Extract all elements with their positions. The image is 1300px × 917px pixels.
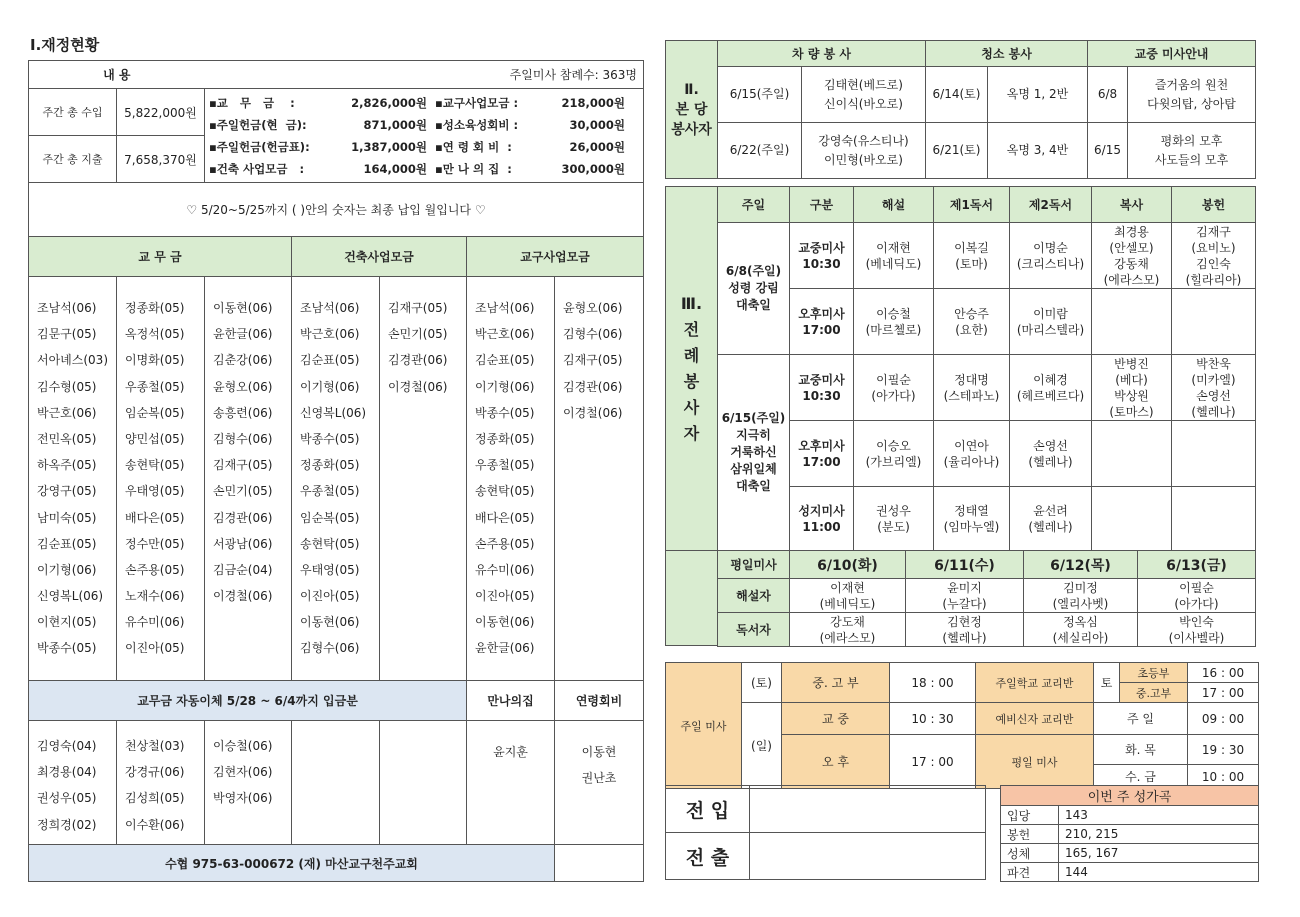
- weekday-table: [717, 550, 1256, 647]
- donor-name: 김순표(05): [37, 536, 97, 551]
- cat-time: 09 : 00: [1188, 703, 1259, 735]
- liturgy-cell: 이혜경 (헤르베르다): [1010, 355, 1092, 421]
- day-label: 6/8(주일) 성령 강림 대축일: [718, 223, 790, 355]
- item-label: ▪만 나 의 집 :: [435, 161, 512, 176]
- reader: 김현정 (헬레나): [906, 613, 1024, 647]
- donor-name: 이경철(06): [213, 589, 273, 604]
- day-label: 6/15(주일) 지극히 거룩하신 삼위일체 대축일: [718, 355, 790, 551]
- donor-column: [555, 277, 644, 681]
- donor-name: 이경철(06): [388, 379, 448, 394]
- donor-name: 조남석(06): [37, 301, 97, 315]
- car-service: 강영숙(유스티나) 이민형(바오로): [802, 123, 926, 179]
- donor-name: 하옥주(05): [37, 458, 97, 473]
- service-table: [665, 40, 1256, 179]
- donor-name: 정종화(05): [475, 431, 535, 446]
- elem: 초등부: [1120, 663, 1188, 683]
- lit-head-reading2: 제2독서: [1010, 187, 1092, 223]
- lit-head-day: 주일: [718, 187, 790, 223]
- reader: 정옥심 (세실리아): [1024, 613, 1138, 647]
- liturgy-cell: [1092, 289, 1172, 355]
- donor-column: [467, 277, 555, 681]
- hymn-number: 144: [1059, 863, 1259, 882]
- donor-name: 이기형(06): [300, 379, 360, 394]
- liturgy-cell: 안승주 (요한): [934, 289, 1010, 355]
- mission-info: 즐거움의 원천 다윗의탑, 상아탑: [1128, 67, 1256, 123]
- manna-column: [467, 721, 555, 845]
- mid-time: 17 : 00: [1188, 683, 1259, 703]
- hymn-label: 파견: [1001, 863, 1059, 882]
- item-label: ▪교구사업모금 :: [435, 95, 519, 110]
- donor-column: [292, 277, 380, 681]
- donor-name: 정수만(05): [125, 536, 185, 551]
- donor-name: 이동현(06): [213, 301, 273, 315]
- donor-name: 김수형(05): [37, 379, 97, 394]
- donor-name: 김경관(06): [388, 353, 448, 368]
- weekday-mass: 평일 미사: [976, 735, 1094, 789]
- donor-column: [29, 277, 117, 681]
- mass-oh-time: 17 : 00: [890, 735, 976, 789]
- liturgy-cell: 이재현 (베네딕도): [854, 223, 934, 289]
- transfer-in: 전 입: [666, 786, 750, 833]
- weekday-date: 6/11(수): [906, 551, 1024, 579]
- mass-label: 주일 미사: [666, 663, 742, 789]
- donor-name: 손민기(05): [388, 327, 448, 342]
- mission-date: 6/8: [1088, 67, 1128, 123]
- reader: 박인숙 (이사벨라): [1138, 613, 1256, 647]
- mass-kind: 오후미사 17:00: [790, 421, 854, 487]
- donor-name: 윤한글(06): [475, 641, 535, 656]
- liturgy-cell: 정태열 (임마누엘): [934, 487, 1010, 551]
- donor-name: 김재구(05): [213, 458, 273, 473]
- commentator: 김미정 (엘리사벳): [1024, 579, 1138, 613]
- hymn-number: 165, 167: [1059, 844, 1259, 863]
- donor-name: 손주용(05): [475, 536, 535, 551]
- weekday-date: 6/13(금): [1138, 551, 1256, 579]
- donor-name: 손민기(05): [213, 484, 273, 499]
- liturgy-cell: 윤선려 (헬레나): [1010, 487, 1092, 551]
- donor-name: 김형수(06): [300, 641, 360, 656]
- donor-name: 남미숙(05): [37, 510, 97, 525]
- item-label: ▪건축 사업모금 :: [209, 161, 305, 176]
- donor-name: 윤한글(06): [213, 327, 273, 342]
- manna-name: 윤지훈: [493, 745, 528, 759]
- liturgy-cell: 이연아 (율리아나): [934, 421, 1010, 487]
- item-label: ▪성소육성회비 :: [435, 117, 519, 132]
- lit-head-reading1: 제1독서: [934, 187, 1010, 223]
- donor-name: 우태영(05): [125, 484, 185, 499]
- wd2-time: 10 : 00: [1188, 765, 1259, 789]
- liturgy-cell: [1172, 421, 1256, 487]
- liturgy-cell: 이필순 (아가다): [854, 355, 934, 421]
- donor-name: 신영복L(06): [37, 589, 104, 604]
- liturgy-cell: 최경용 (안셀모) 강동채 (에라스모): [1092, 223, 1172, 289]
- auto-name: 박영자(06): [213, 791, 273, 806]
- hymn-number: 143: [1059, 806, 1259, 825]
- liturgy-side: Ⅲ. 전 례 봉 사 자: [666, 187, 718, 551]
- donor-name: 이현지(05): [37, 615, 97, 630]
- hymn-title: 이번 주 성가곡: [1001, 786, 1259, 806]
- mass-jg: 중. 고 부: [782, 663, 890, 703]
- donor-name: 손주용(05): [125, 562, 185, 577]
- liturgy-cell: [1092, 421, 1172, 487]
- mass-oh: 오 후: [782, 735, 890, 789]
- auto-column: [205, 721, 292, 845]
- car-service: 김태현(베드로) 신이식(바오로): [802, 67, 926, 123]
- auto-name: 김현자(06): [213, 765, 273, 780]
- mission-info: 평화의 모후 사도들의 모후: [1128, 123, 1256, 179]
- donor-name: 김경관(06): [213, 510, 273, 525]
- auto-name: 권성우(05): [37, 791, 97, 806]
- mass-sun: (일): [742, 703, 782, 789]
- weekday-date: 6/10(화): [790, 551, 906, 579]
- donor-name: 우종철(05): [475, 458, 535, 473]
- transfer-out: 전 출: [666, 833, 750, 880]
- donor-name: 박근호(06): [300, 327, 360, 342]
- account: 수협 975-63-000672 (재) 마산교구천주교회: [29, 845, 555, 882]
- weekday-date: 6/12(목): [1024, 551, 1138, 579]
- lit-head-comment: 해설: [854, 187, 934, 223]
- donor-name: 이경철(06): [563, 405, 623, 420]
- commentator: 윤미지 (누갈다): [906, 579, 1024, 613]
- donor-name: 유수미(06): [475, 562, 535, 577]
- donor-name: 박근호(06): [37, 405, 97, 420]
- wd1-time: 19 : 30: [1188, 735, 1259, 765]
- donor-name: 우종철(05): [300, 484, 360, 499]
- donor-name: 신영복L(06): [300, 405, 367, 420]
- donor-name: 전민옥(05): [37, 431, 97, 446]
- donor-name: 배다은(05): [475, 510, 535, 525]
- yeonryeong-name: 이동현: [581, 745, 617, 759]
- clean-date: 6/14(토): [926, 67, 988, 123]
- commentator: 이필순 (아가다): [1138, 579, 1256, 613]
- donor-name: 김순표(05): [475, 353, 535, 368]
- mission-title: 교중 미사안내: [1088, 41, 1256, 67]
- item-value: 300,000원: [561, 161, 625, 176]
- mass-gj-time: 10 : 30: [890, 703, 976, 735]
- item-label: ▪주일헌금(헌금표):: [209, 139, 310, 154]
- wd2: 수. 금: [1094, 765, 1188, 789]
- expense-value: 7,658,370원: [117, 136, 205, 183]
- item-value: 164,000원: [363, 161, 427, 176]
- header-gyomu: 교 무 금: [29, 237, 292, 277]
- elem-time: 16 : 00: [1188, 663, 1259, 683]
- donor-name: 노재수(06): [125, 589, 185, 604]
- mass-gj: 교 중: [782, 703, 890, 735]
- header-building: 건축사업모금: [292, 237, 467, 277]
- donor-name: 이동현(06): [300, 615, 360, 630]
- mid: 중.고부: [1120, 683, 1188, 703]
- cat-day: 주 일: [1094, 703, 1188, 735]
- donor-name: 송현탁(05): [125, 458, 185, 473]
- item-label: ▪교 무 금 :: [209, 95, 295, 110]
- auto-name: 최경용(04): [37, 765, 97, 780]
- attendance: 주일미사 참례수: 363명: [205, 61, 644, 89]
- donor-name: 윤형오(06): [213, 379, 273, 394]
- auto-name: 김영숙(04): [37, 739, 97, 753]
- donor-name: 김문구(05): [37, 327, 97, 342]
- liturgy-cell: 이명순 (크리스티나): [1010, 223, 1092, 289]
- donor-name: 이동현(06): [475, 615, 535, 630]
- donor-name: 조남석(06): [475, 301, 535, 315]
- donor-name: 박종수(05): [37, 641, 97, 656]
- auto-name: 정희경(02): [37, 817, 97, 832]
- hymn-number: 210, 215: [1059, 825, 1259, 844]
- hymn-label: 성체: [1001, 844, 1059, 863]
- item-value: 2,826,000원: [351, 95, 427, 110]
- donor-name: 김재구(05): [563, 353, 623, 368]
- income-value: 5,822,000원: [117, 89, 205, 136]
- donor-name: 김경관(06): [563, 379, 623, 394]
- mass-sat: (토): [742, 663, 782, 703]
- donor-name: 서아녜스(03): [37, 353, 109, 368]
- donor-column: [380, 277, 467, 681]
- donor-name: 김순표(05): [300, 353, 360, 368]
- donor-name: 윤형오(06): [563, 301, 623, 315]
- hymn-label: 봉헌: [1001, 825, 1059, 844]
- donor-name: 우종철(05): [125, 379, 185, 394]
- notice: ♡ 5/20~5/25까지 ( )안의 숫자는 최종 납입 월입니다 ♡: [29, 183, 644, 237]
- service-date: 6/22(주일): [718, 123, 802, 179]
- clean-date: 6/21(토): [926, 123, 988, 179]
- item-label: ▪주일헌금(현 금):: [209, 117, 307, 132]
- liturgy-cell: [1172, 487, 1256, 551]
- donor-name: 옥정석(05): [125, 327, 185, 342]
- donor-name: 김금순(04): [213, 562, 273, 577]
- car-title: 차 량 봉 사: [718, 41, 926, 67]
- liturgy-table: [665, 186, 1256, 551]
- income-label: 주간 총 수입: [29, 89, 117, 136]
- auto-column: [117, 721, 205, 845]
- hymn-label: 입당: [1001, 806, 1059, 825]
- auto-name: 천상철(03): [125, 739, 185, 753]
- liturgy-cell: 정대명 (스테파노): [934, 355, 1010, 421]
- auto-name: 이승철(06): [213, 739, 273, 753]
- lit-head-offering: 봉헌: [1172, 187, 1256, 223]
- donor-name: 정종화(05): [300, 458, 360, 473]
- item-value: 1,387,000원: [351, 139, 427, 154]
- donor-column: [205, 277, 292, 681]
- donor-name: 양민섭(05): [125, 431, 185, 446]
- donor-name: 배다은(05): [125, 510, 185, 525]
- donor-name: 정종화(05): [125, 301, 185, 315]
- item-value: 218,000원: [561, 95, 625, 110]
- clean-service: 옥명 3, 4반: [988, 123, 1088, 179]
- item-value: 30,000원: [569, 117, 625, 132]
- auto-name: 이수환(06): [125, 817, 185, 832]
- clean-title: 청소 봉사: [926, 41, 1088, 67]
- donor-name: 강영구(05): [37, 484, 97, 499]
- auto-name: 강경규(06): [125, 765, 185, 780]
- liturgy-cell: 반병진 (베다) 박상원 (토마스): [1092, 355, 1172, 421]
- finance-items: [209, 92, 639, 180]
- reader: 강도채 (에라스모): [790, 613, 906, 647]
- donor-name: 유수미(06): [125, 615, 185, 630]
- donor-name: 조남석(06): [300, 301, 360, 315]
- auto-name: 김성희(05): [125, 791, 185, 806]
- liturgy-cell: 박찬욱 (미카엘) 손영선 (헬레나): [1172, 355, 1256, 421]
- donor-name: 박종수(05): [475, 405, 535, 420]
- mass-kind: 성지미사 11:00: [790, 487, 854, 551]
- donor-name: 이기형(06): [475, 379, 535, 394]
- liturgy-cell: 손영선 (헬레나): [1010, 421, 1092, 487]
- section-title: Ⅰ.재정현황: [30, 36, 100, 54]
- mission-date: 6/15: [1088, 123, 1128, 179]
- donor-name: 이진아(05): [475, 589, 535, 604]
- sunday-school: 주일학교 교리반: [976, 663, 1094, 703]
- mass-kind: 교중미사 10:30: [790, 223, 854, 289]
- service-date: 6/15(주일): [718, 67, 802, 123]
- donor-name: 이진아(05): [300, 589, 360, 604]
- donor-name: 임순복(05): [300, 510, 360, 525]
- donor-name: 박근호(06): [475, 327, 535, 342]
- catechumen: 예비신자 교리반: [976, 703, 1094, 735]
- header-diocese: 교구사업모금: [467, 237, 644, 277]
- mass-kind: 오후미사 17:00: [790, 289, 854, 355]
- service-side: Ⅱ. 본 당 봉사자: [666, 41, 718, 179]
- liturgy-cell: 이승오 (가브리엘): [854, 421, 934, 487]
- liturgy-cell: 이복길 (토마): [934, 223, 1010, 289]
- donor-column: [117, 277, 205, 681]
- donor-name: 임순복(05): [125, 405, 185, 420]
- donor-name: 서광남(06): [213, 536, 273, 551]
- transfer-table: [665, 785, 986, 880]
- mass-times-table: [665, 662, 1259, 789]
- donor-name: 이진아(05): [125, 641, 185, 656]
- donor-name: 우태영(05): [300, 562, 360, 577]
- mass-to: 토: [1094, 663, 1120, 703]
- donor-name: 김재구(05): [388, 301, 448, 315]
- lit-head-kind: 구분: [790, 187, 854, 223]
- liturgy-cell: 권성우 (분도): [854, 487, 934, 551]
- donor-name: 송흥련(06): [213, 405, 273, 420]
- liturgy-cell: [1092, 487, 1172, 551]
- manna-label: 만나의집: [467, 681, 555, 721]
- liturgy-cell: 이승철 (마르첼로): [854, 289, 934, 355]
- reader-label: 독서자: [718, 613, 790, 647]
- yeonryeong-label: 연령회비: [555, 681, 644, 721]
- auto-column: [380, 721, 467, 845]
- mass-jg-time: 18 : 00: [890, 663, 976, 703]
- mass-kind: 교중미사 10:30: [790, 355, 854, 421]
- item-value: 871,000원: [363, 117, 427, 132]
- weekday-label: 평일미사: [718, 551, 790, 579]
- auto-column: [29, 721, 117, 845]
- wd1: 화. 목: [1094, 735, 1188, 765]
- hymn-table: [1000, 785, 1259, 882]
- expense-label: 주간 총 지출: [29, 136, 117, 183]
- auto-column: [292, 721, 380, 845]
- donor-name: 이기형(06): [37, 562, 97, 577]
- donor-name: 김춘강(06): [213, 353, 273, 368]
- liturgy-cell: 이미람 (마리스텔라): [1010, 289, 1092, 355]
- donor-name: 김형수(06): [213, 431, 273, 446]
- item-label: ▪연 령 회 비 :: [435, 139, 512, 154]
- finance-table: [28, 60, 644, 882]
- lit-head-server: 복사: [1092, 187, 1172, 223]
- item-value: 26,000원: [569, 139, 625, 154]
- commentator-label: 해설자: [718, 579, 790, 613]
- liturgy-cell: 김재구 (요비노) 김인숙 (힐라리아): [1172, 223, 1256, 289]
- donor-name: 이명화(05): [125, 353, 185, 368]
- yeonryeong-name: 권난초: [581, 771, 617, 785]
- yeonryeong-column: [555, 721, 644, 845]
- liturgy-cell: [1172, 289, 1256, 355]
- donor-name: 송현탁(05): [300, 536, 360, 551]
- donor-name: 박종수(05): [300, 431, 360, 446]
- donor-name: 김형수(06): [563, 327, 623, 342]
- content-label: 내 용: [29, 61, 205, 89]
- auto-title: 교무금 자동이체 5/28 ~ 6/4까지 입금분: [29, 681, 467, 721]
- clean-service: 옥명 1, 2반: [988, 67, 1088, 123]
- commentator: 이재현 (베네딕도): [790, 579, 906, 613]
- donor-name: 송현탁(05): [475, 484, 535, 499]
